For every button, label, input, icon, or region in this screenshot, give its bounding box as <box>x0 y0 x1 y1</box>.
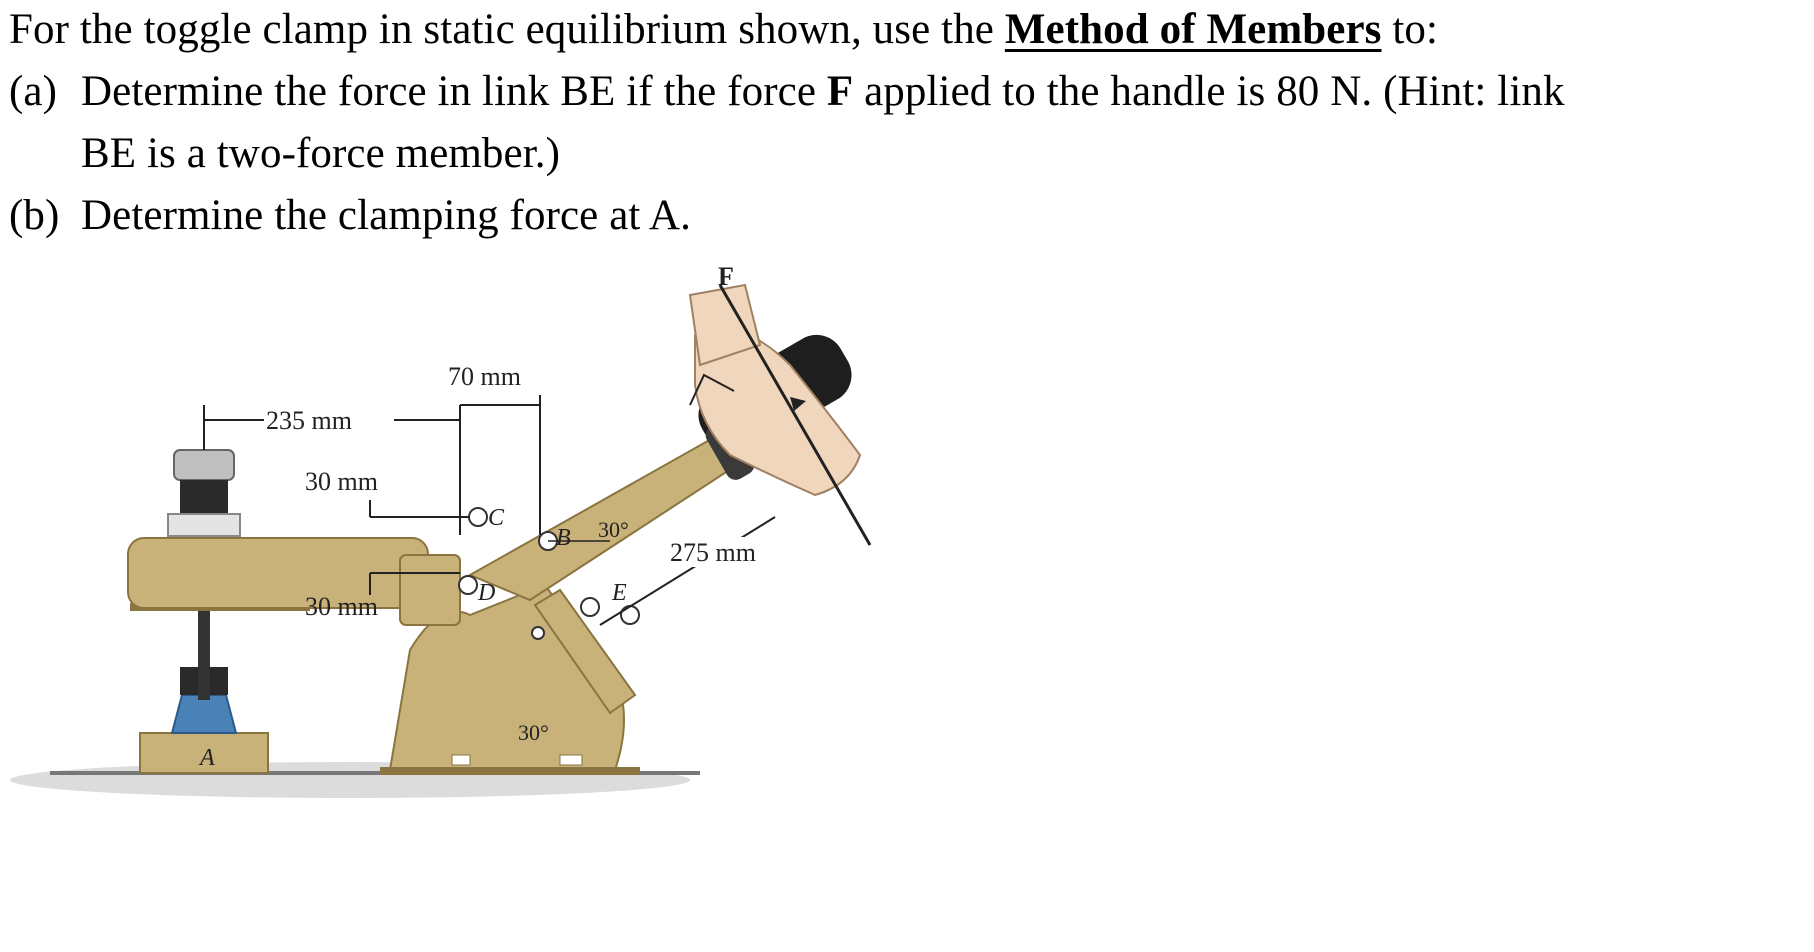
part-a-prefix: Determine the force in link BE if the force <box>81 68 817 115</box>
frame-slot-right <box>560 755 582 765</box>
arm-connector <box>400 555 460 625</box>
intro-suffix: to: <box>1392 6 1439 53</box>
pin-small <box>532 627 544 639</box>
part-a-tag: (a) <box>9 68 58 115</box>
intro-prefix: For the toggle clamp in static equilibrium shown, use the <box>9 6 994 53</box>
spindle-cap <box>174 450 234 480</box>
dim-70-label: 70 mm <box>448 362 521 391</box>
part-a-line <box>9 70 1565 113</box>
angle-handle-label: 30° <box>598 517 629 542</box>
part-b-text: Determine the clamping force at A. <box>81 192 691 239</box>
problem-intro-line <box>9 8 1438 51</box>
frame-foot <box>380 767 640 775</box>
part-a-continuation: BE is a two-force member.) <box>81 130 561 177</box>
part-b-tag: (b) <box>9 192 60 239</box>
pin-d <box>459 576 477 594</box>
point-e-label: E <box>612 580 627 606</box>
point-a-label: A <box>200 745 215 771</box>
dim-275-label: 275 mm <box>670 538 756 567</box>
dim-30-bottom-label: 30 mm <box>305 592 378 621</box>
part-b-line <box>9 194 691 237</box>
dim-30-top-label: 30 mm <box>305 467 378 496</box>
frame-slot-left <box>452 755 470 765</box>
pin-c <box>469 508 487 526</box>
point-c-label: C <box>488 505 505 531</box>
angle-link-label: 30° <box>518 720 549 745</box>
spindle-foot <box>172 695 236 733</box>
pin-link-lower <box>581 598 599 616</box>
force-symbol: F <box>826 68 854 115</box>
spindle-collar <box>168 514 240 536</box>
spindle-nut-upper <box>180 480 228 514</box>
force-label: F <box>718 262 734 291</box>
method-of-members-label: Method of Members <box>1004 6 1382 53</box>
toggle-clamp-figure <box>0 255 910 855</box>
pin-e <box>621 606 639 624</box>
point-b-label: B <box>556 525 571 551</box>
dim-235-label: 235 mm <box>266 406 352 435</box>
part-a-suffix: applied to the handle is 80 N. (Hint: link <box>864 68 1565 115</box>
point-d-label: D <box>478 580 496 606</box>
